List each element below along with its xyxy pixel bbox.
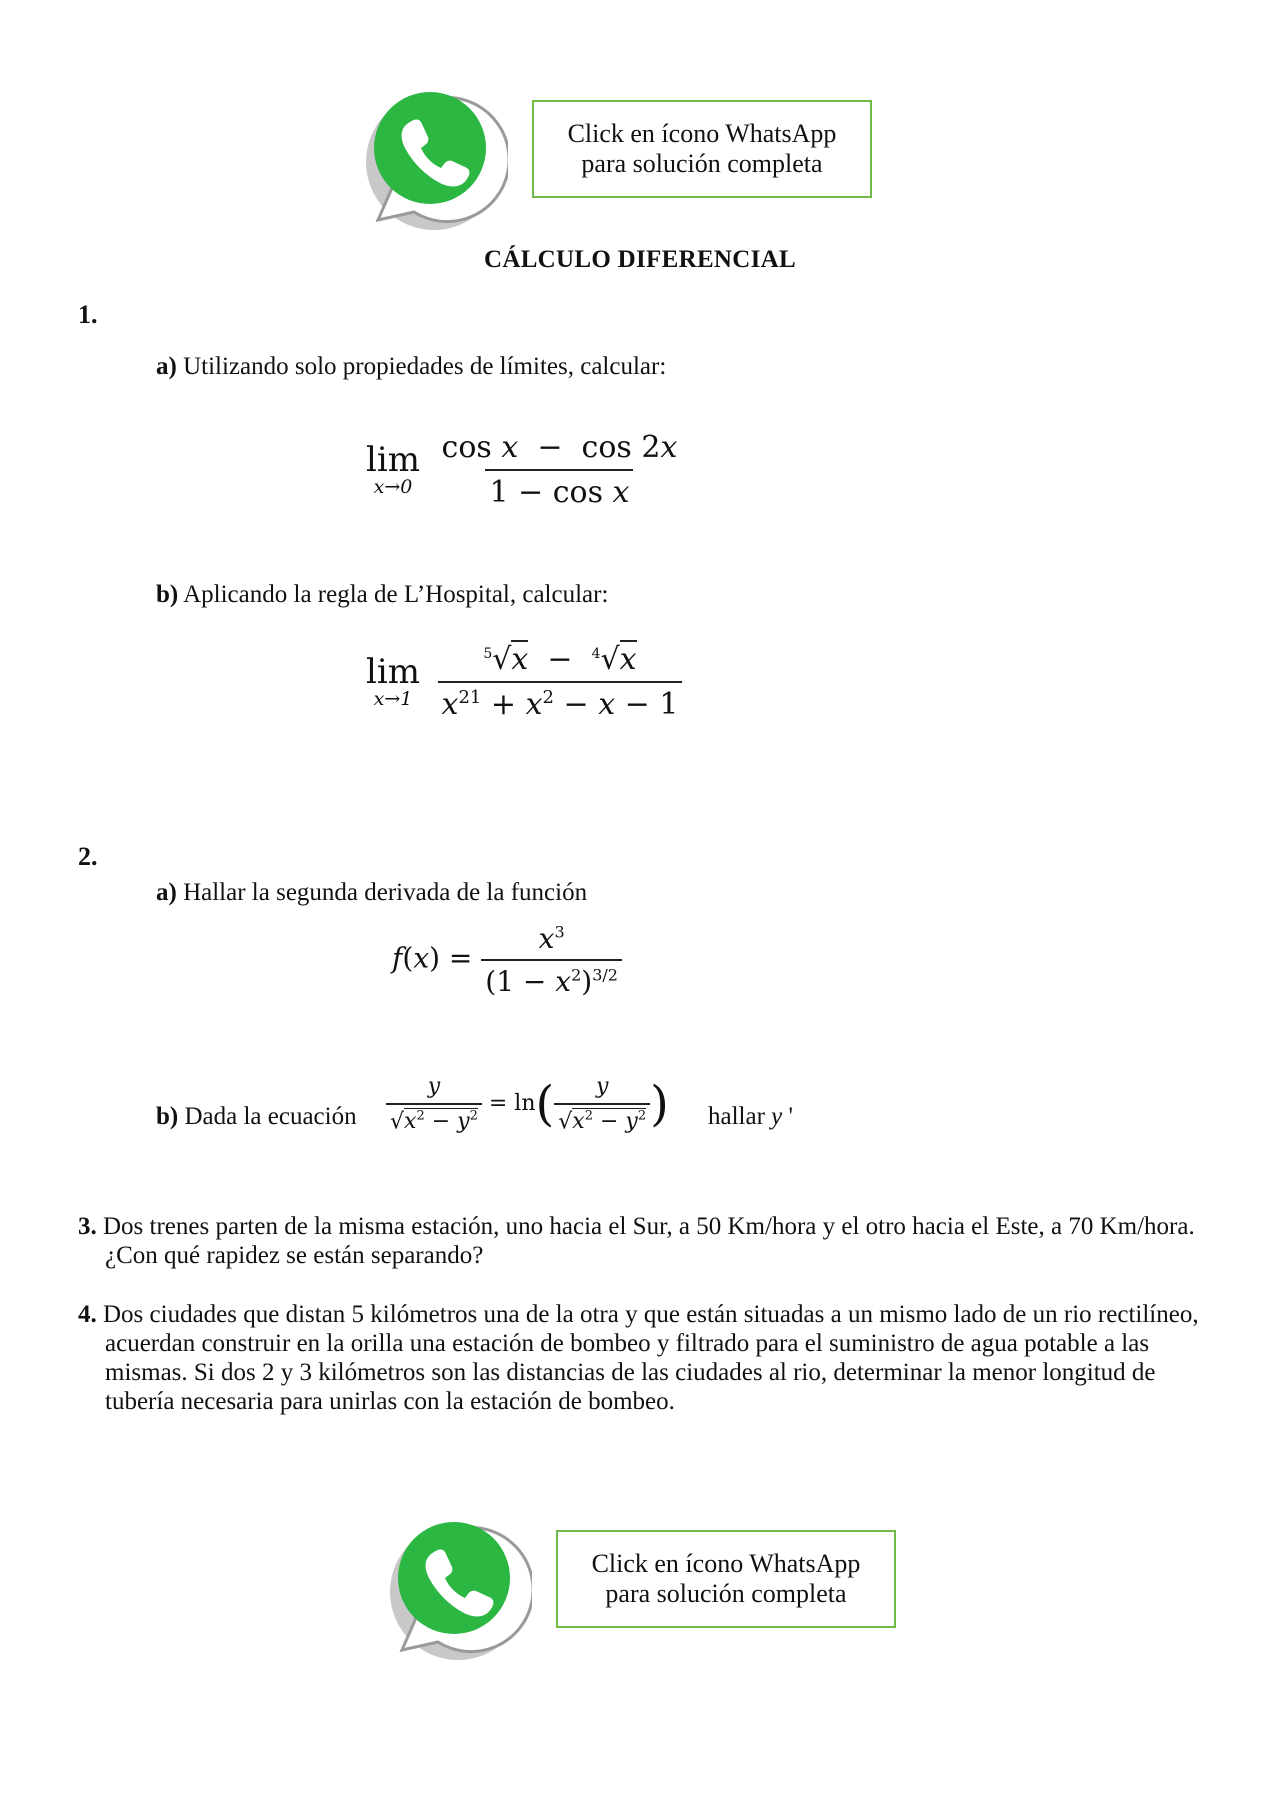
- formula-2b: $\frac{y}{√x^2 - y^2}$ = ln( $\frac{y}{√x^2 - y^2}$ ): [386, 1074, 669, 1134]
- problem-4-text: Dos ciudades que distan 5 kilómetros una de la otra y que están situadas a un mismo lado de un rio rectilíneo, acuerdan construir en la orilla una estación de bombeo y filtrado para el suministro de agua potable a las mismas. Si dos 2 y 3 kilómetros son las distancias de las ciudades al rio, determinar la menor longitud de tubería necesaria para unirlas con la estación de bombeo.: [103, 1301, 1199, 1415]
- problem-1b-text: Aplicando la regla de L’Hospital, calcular:: [183, 581, 609, 608]
- problem-4: [78, 1300, 1205, 1416]
- problem-1b-label: b): [156, 581, 179, 608]
- problem-3-text: Dos trenes parten de la misma estación, uno hacia el Sur, a 50 Km/hora y el otro hacia el Este, a 70 Km/hora. ¿Con qué rapidez se están separando?: [103, 1213, 1195, 1269]
- problem-2a-statement: [156, 878, 587, 907]
- cta-line2: para solución completa: [605, 1579, 847, 1608]
- problem-2b-label: b): [156, 1103, 179, 1130]
- cta-box-top[interactable]: [532, 100, 872, 198]
- problem-1a-statement: [156, 352, 666, 381]
- problem-2b-find: hallar y ': [708, 1103, 794, 1130]
- page-title: CÁLCULO DIFERENCIAL: [484, 246, 796, 273]
- cta-line2: para solución completa: [581, 149, 823, 178]
- problem-3-number: 3.: [78, 1213, 97, 1240]
- problem-2a-text: Hallar la segunda derivada de la función: [183, 879, 588, 906]
- whatsapp-icon[interactable]: [372, 1508, 532, 1668]
- problem-3: [78, 1212, 1205, 1270]
- problem-2b-statement: [156, 1102, 357, 1131]
- problem-2b-after: hallar: [708, 1103, 765, 1130]
- problem-2a-label: a): [156, 879, 177, 906]
- whatsapp-icon[interactable]: [348, 78, 508, 238]
- formula-1a: lim x→0 $\frac{\text{cos x − cos 2x}}{\text{1 − cos x}}$: [366, 430, 678, 510]
- formula-1b: lim x→1 $\frac{^5√x - ^4√x}{x^{21} + x^2 - x - 1}$: [366, 642, 682, 722]
- problem-2-number: 2.: [78, 842, 98, 871]
- whatsapp-logo-bottom[interactable]: [372, 1508, 532, 1673]
- problem-1a-text: Utilizando solo propiedades de límites, calcular:: [183, 353, 667, 380]
- cta-box-bottom[interactable]: [556, 1530, 896, 1628]
- problem-1-number: 1.: [78, 300, 98, 329]
- problem-2b-text: Dada la ecuación: [184, 1103, 357, 1130]
- whatsapp-logo-top[interactable]: [348, 78, 508, 243]
- cta-line1: Click en ícono WhatsApp: [567, 119, 837, 148]
- problem-1b-statement: [156, 580, 608, 609]
- problem-4-number: 4.: [78, 1301, 97, 1328]
- problem-1a-label: a): [156, 353, 177, 380]
- cta-line1: Click en ícono WhatsApp: [591, 1549, 861, 1578]
- formula-2a: f(x) = $\frac{x^3}{(1 - x^2)^{3/2}}$: [392, 922, 622, 998]
